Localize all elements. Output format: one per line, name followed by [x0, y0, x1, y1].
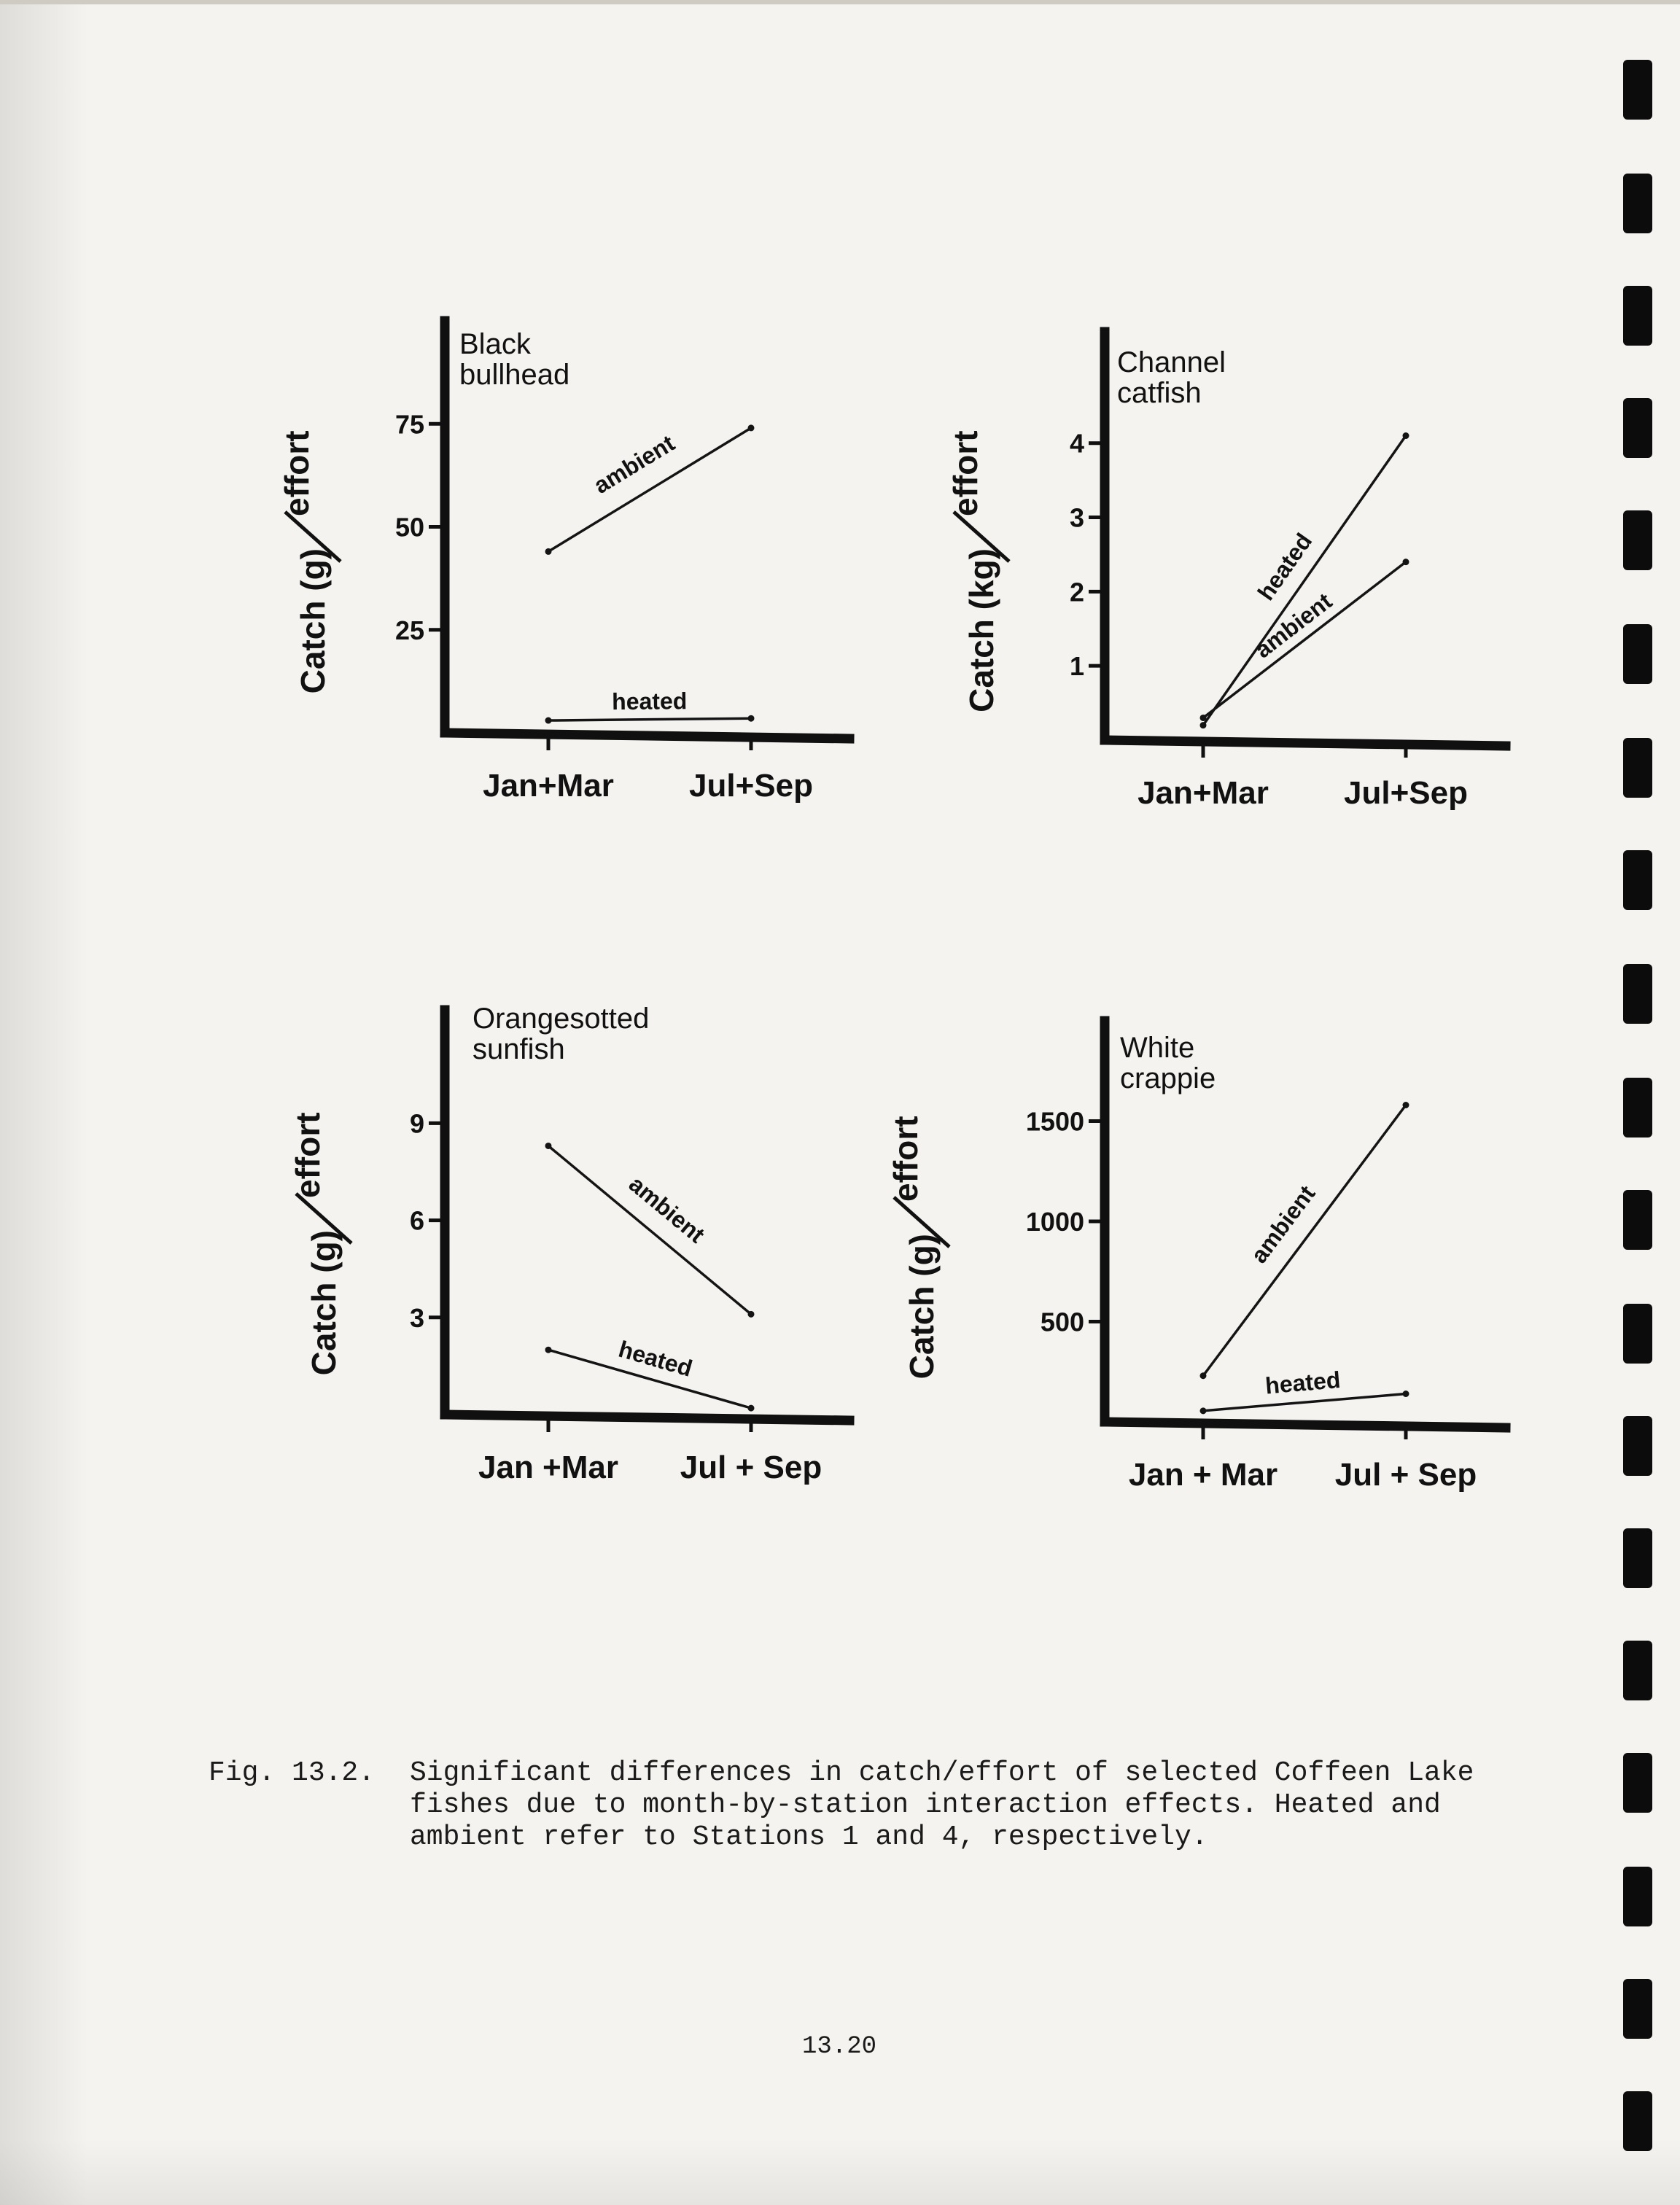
x-axis	[1105, 1422, 1506, 1428]
data-point	[748, 1405, 755, 1412]
chart-panel-1	[278, 321, 849, 804]
data-point	[545, 718, 552, 724]
y-tick-label: 3	[1069, 502, 1084, 533]
caption-label: Fig. 13.2.	[209, 1757, 376, 1789]
data-point	[1200, 722, 1207, 728]
y-axis-label-catch: Catch (kg)	[962, 548, 1000, 712]
data-point	[1403, 1391, 1409, 1397]
series-label-heated: heated	[1264, 1366, 1342, 1399]
y-tick-label: 9	[409, 1108, 424, 1139]
chart-title-line: bullhead	[459, 359, 570, 391]
series-label-heated: heated	[611, 688, 688, 715]
series-line-heated	[1203, 1394, 1406, 1411]
series-line-heated	[1203, 436, 1406, 726]
y-axis-label-effort: effort	[887, 1116, 925, 1202]
chart-title-line: Channel	[1117, 346, 1226, 378]
series-label-heated: heated	[615, 1335, 696, 1382]
x-axis	[445, 733, 849, 739]
data-point	[1200, 715, 1207, 721]
series-label-heated: heated	[1252, 528, 1318, 605]
y-axis-label	[289, 1112, 351, 1375]
y-axis-label-catch: Catch (g)	[294, 548, 332, 694]
y-tick-label: 1	[1069, 651, 1084, 682]
y-axis-label	[887, 1116, 949, 1379]
data-point	[1403, 559, 1409, 565]
y-axis-label-effort: effort	[278, 430, 316, 516]
x-tick-label: Jul + Sep	[680, 1450, 822, 1485]
x-axis	[1105, 740, 1506, 746]
y-tick-label: 4	[1069, 428, 1084, 459]
y-tick-label: 75	[394, 409, 424, 440]
y-tick-label: 6	[409, 1205, 424, 1236]
page-number: 13.20	[802, 2033, 877, 2061]
data-point	[1403, 1102, 1409, 1108]
y-tick-label: 1500	[1025, 1106, 1084, 1137]
y-axis-label-effort: effort	[946, 430, 984, 516]
y-tick-label: 2	[1069, 577, 1084, 607]
data-point	[1403, 432, 1409, 439]
data-point	[1200, 1407, 1207, 1414]
series-line-ambient	[548, 1146, 751, 1314]
series-line-ambient	[1203, 1105, 1406, 1376]
y-axis-label	[278, 430, 341, 693]
chart-panel-4	[887, 1021, 1506, 1493]
y-axis-label-catch: Catch (g)	[903, 1234, 941, 1380]
x-tick-label: Jul+Sep	[689, 768, 813, 804]
data-point	[545, 1347, 552, 1353]
y-axis-label-effort: effort	[289, 1112, 327, 1198]
y-tick-label: 25	[394, 615, 424, 645]
chart-panel-2	[946, 332, 1506, 811]
y-tick-label: 3	[409, 1302, 424, 1333]
series-line-ambient	[1203, 562, 1406, 718]
x-tick-label: Jan+Mar	[483, 768, 614, 804]
x-tick-label: Jan +Mar	[478, 1450, 618, 1485]
chart-title-line: Black	[459, 328, 531, 360]
data-point	[1200, 1372, 1207, 1379]
data-point	[545, 548, 552, 555]
x-tick-label: Jul + Sep	[1334, 1457, 1477, 1493]
x-tick-label: Jul+Sep	[1344, 775, 1468, 811]
y-tick-label: 1000	[1025, 1207, 1084, 1237]
data-point	[748, 424, 755, 431]
series-label-ambient: ambient	[1250, 588, 1337, 664]
y-tick-label: 50	[394, 512, 424, 542]
x-tick-label: Jan + Mar	[1128, 1457, 1278, 1493]
chart-title-line: catfish	[1117, 377, 1202, 409]
chart-title-line: crappie	[1120, 1062, 1216, 1094]
x-axis	[445, 1415, 849, 1420]
y-axis-label	[946, 430, 1009, 712]
series-label-ambient: ambient	[623, 1170, 710, 1248]
series-line-heated	[548, 718, 751, 720]
y-tick-label: 500	[1040, 1307, 1084, 1337]
series-label-ambient: ambient	[1245, 1181, 1321, 1268]
chart-title-line: Orangesotted	[472, 1003, 650, 1035]
caption-text: Significant differences in catch/effort of selected Coffeen Lake fishes due to month-by-station interaction effects. Heated and ambient refer to Stations 1 and 4, respectively.	[410, 1757, 1474, 1853]
chart-title-line: sunfish	[472, 1033, 565, 1065]
chart-panel-3	[289, 1003, 849, 1485]
series-label-ambient: ambient	[588, 429, 680, 499]
y-axis-label-catch: Catch (g)	[305, 1230, 343, 1376]
data-point	[748, 1311, 755, 1318]
x-tick-label: Jan+Mar	[1138, 775, 1269, 811]
data-point	[748, 715, 755, 722]
chart-title-line: White	[1120, 1032, 1195, 1064]
data-point	[545, 1143, 552, 1149]
